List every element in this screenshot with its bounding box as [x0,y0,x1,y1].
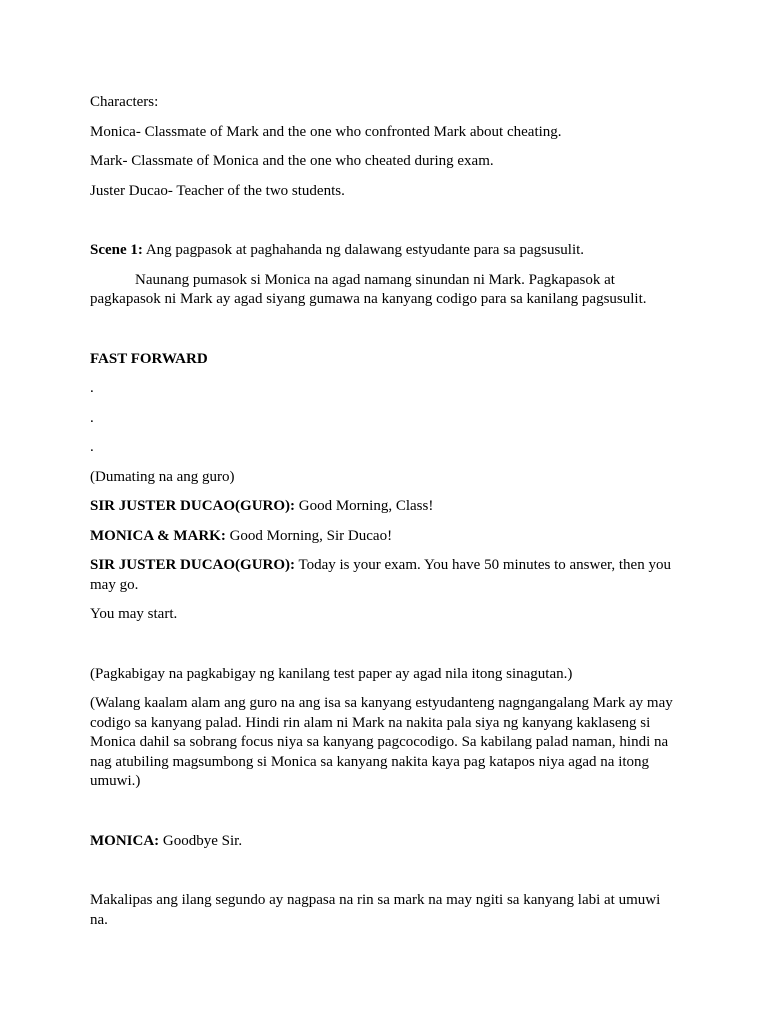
dialogue-text: Good Morning, Class! [295,498,434,514]
document-page [90,93,680,930]
dialogue-line [90,497,680,517]
scene-1-label: Scene 1: [90,242,143,258]
scene-1-paragraph: Naunang pumasok si Monica na agad namang sinundan ni Mark. Pagkapasok at pagkapasok ni Mark ay agad siyang gumawa na kanyang codigo para sa kanilang pagsusulit. [90,271,647,307]
stage-direction: (Pagkabigay na pagkabigay ng kanilang test paper ay agad nila itong sinagutan.) [90,665,573,682]
closing-paragraph: Makalipas ang ilang segundo ay nagpasa na rin sa mark na may ngiti sa kanyang labi at umuwi na. [90,892,661,928]
ellipsis-dot: . [90,380,94,396]
ellipsis-dot: . [90,439,94,455]
character-juster: Juster Ducao- Teacher of the two students. [90,182,345,199]
character-mark: Mark- Classmate of Monica and the one who cheated during exam. [90,153,494,169]
fast-forward-heading: FAST FORWARD [90,350,208,367]
characters-heading: Characters: [90,94,159,110]
dialogue-text: Today is your exam. You have 50 minutes to answer, then you may go. [90,557,671,593]
stage-direction: (Walang kaalam alam ang guro na ang isa sa kanyang estyudanteng nagngangalang Mark ay may codigo sa kanyang palad. Hindi rin alam ni Mark na nakita pala siya ng kanyang kaklaseng si Monica dahil sa sobrang focus niya sa kanyang pagcocodigo. Sa kabilang palad naman, hindi na nag atubiling magsumbong si Monica sa kanyang nakita kaya pag katapos niya agad na itong umuwi.) [90,695,673,789]
dialogue-line: You may start. [90,606,178,622]
scene-1-line [90,241,680,261]
dialogue-line [90,527,680,547]
dialogue-line [90,832,680,852]
character-monica: Monica- Classmate of Mark and the one who confronted Mark about cheating. [90,123,562,140]
dialogue-text: Good Morning, Sir Ducao! [225,527,393,544]
ellipsis-dot: . [90,409,94,426]
speaker-name: MONICA: [90,832,160,849]
stage-direction: (Dumating na ang guro) [90,468,235,485]
speaker-name: SIR JUSTER DUCAO(GURO): [90,498,296,514]
dialogue-line [90,556,680,595]
dialogue-text: Goodbye Sir. [159,832,243,849]
scene-1-text: Ang pagpasok at paghahanda ng dalawang estyudante para sa pagsusulit. [142,242,585,258]
speaker-name: SIR JUSTER DUCAO(GURO): [90,557,296,573]
speaker-name: MONICA & MARK: [90,527,226,544]
